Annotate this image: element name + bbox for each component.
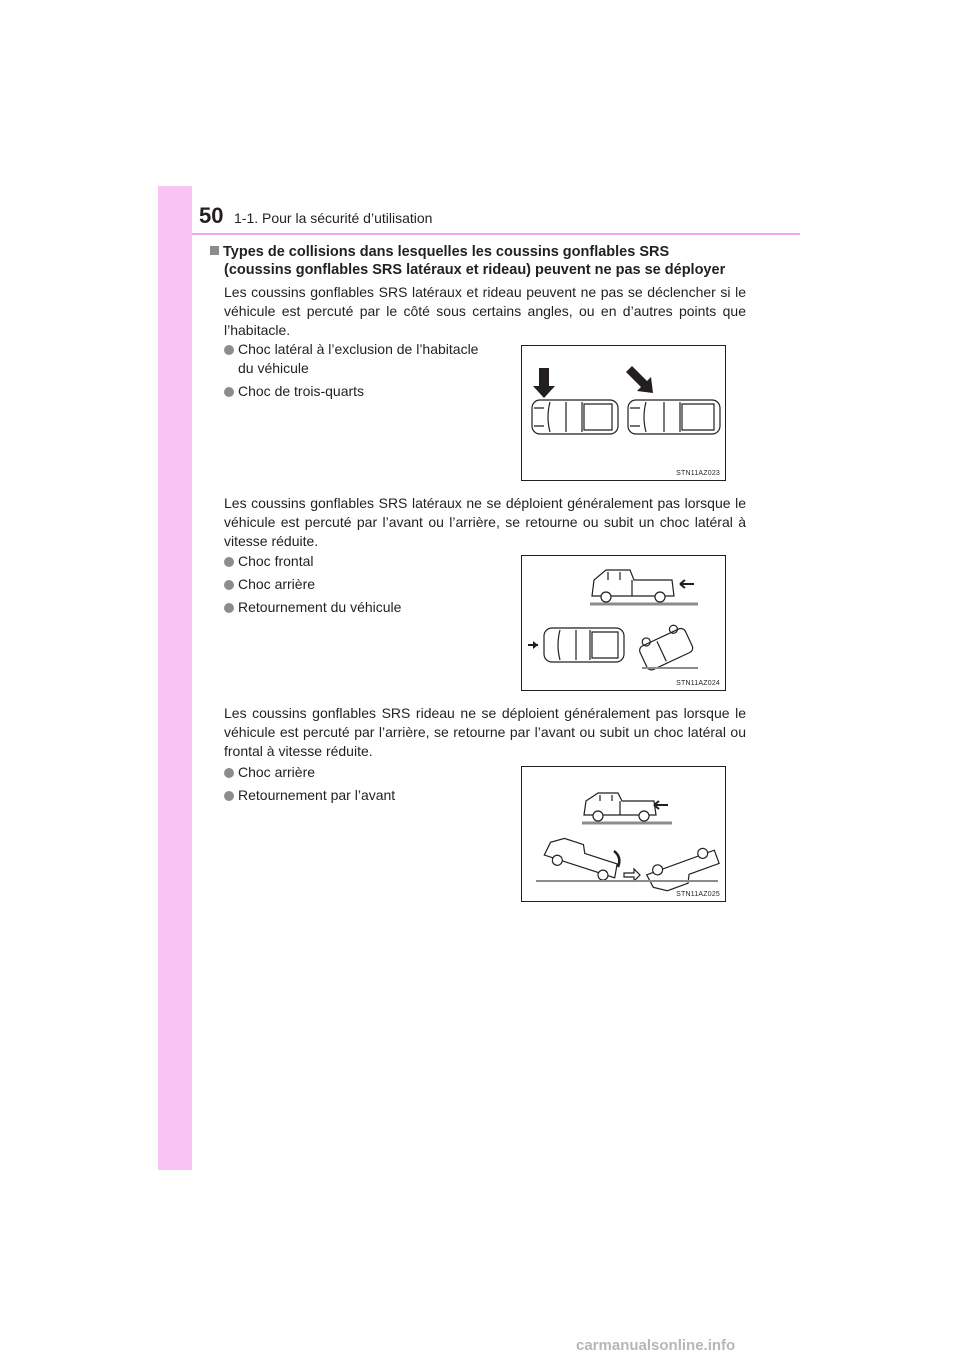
side-impact-illustration	[522, 346, 727, 482]
figure-code: STN11AZ025	[676, 891, 720, 898]
bullet-forward-rollover: Retournement par l’avant	[224, 786, 395, 805]
bullet-dot-icon	[224, 603, 234, 613]
intro-paragraph: Les coussins gonflables SRS latéraux et rideau peuvent ne pas se déclencher si le véhicule est percuté par le côté sous certains angles, ou en d’autres points que l’habitacle.	[224, 284, 746, 338]
bullet-dot-icon	[224, 345, 234, 355]
header-rule	[192, 233, 800, 235]
chapter-side-band	[158, 186, 192, 1170]
figure-code: STN11AZ023	[676, 470, 720, 477]
bullet-dot-icon	[224, 387, 234, 397]
bullet-rollover: Retournement du véhicule	[224, 598, 401, 617]
page-number: 50	[199, 203, 224, 228]
bullet-dot-icon	[224, 557, 234, 567]
paragraph-side-airbags: Les coussins gonflables SRS latéraux ne se déploient généralement pas lorsque le véhicule est percuté par l’avant ou l’arrière, se retourne ou subit un choc latéral à vitesse réduite.	[224, 495, 746, 549]
square-bullet-icon	[210, 246, 219, 255]
bullet-three-quarter: Choc de trois-quarts	[224, 382, 364, 401]
figure-code: STN11AZ024	[676, 680, 720, 687]
frontal-rear-rollover-illustration	[522, 556, 727, 692]
rear-forward-rollover-illustration	[522, 767, 727, 903]
bullet-rear-curtain: Choc arrière	[224, 763, 315, 782]
figure-frontal-rear-rollover	[521, 555, 726, 691]
heading-line-1: Types de collisions dans lesquelles les coussins gonflables SRS	[223, 244, 670, 260]
watermark: carmanualsonline.info	[576, 1337, 736, 1354]
figure-side-impacts	[521, 345, 726, 481]
paragraph-curtain-airbags: Les coussins gonflables SRS rideau ne se déploient généralement pas lorsque le véhicule est percuté par l’arrière, se retourne par l’avant ou subit un choc latéral ou frontal à vitesse réduite.	[224, 705, 746, 759]
figure-rear-forward-rollover	[521, 766, 726, 902]
heading-line-2: (coussins gonflables SRS latéraux et rideau) peuvent ne pas se déployer	[224, 262, 726, 278]
section-heading	[210, 243, 750, 279]
bullet-frontal: Choc frontal	[224, 552, 313, 571]
bullet-rear: Choc arrière	[224, 575, 315, 594]
bullet-dot-icon	[224, 768, 234, 778]
bullet-side-impact: Choc latéral à l’exclusion de l’habitacle du véhicule	[224, 340, 478, 378]
bullet-dot-icon	[224, 580, 234, 590]
bullet-dot-icon	[224, 791, 234, 801]
chapter-title: 1-1. Pour la sécurité d’utilisation	[234, 210, 433, 226]
